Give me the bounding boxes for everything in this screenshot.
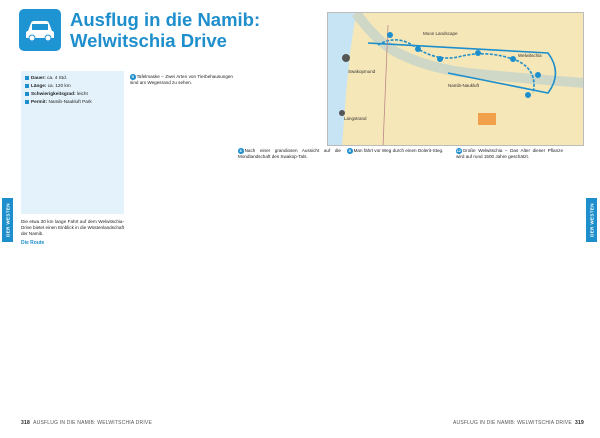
info-box [21,71,124,214]
text-column-4 [347,148,450,157]
intro-paragraph: Die etwa 30 km lange Fahrt auf dem Welwitschia-Drive bietet einen Einblick in die Wüstenlandschaft der Namib. [21,219,124,237]
side-tab-left: DER WESTEN [2,198,13,242]
route-step-number: 5 [131,74,134,79]
route-heading: Die Route [21,240,45,247]
footer-title-left: AUSFLUG IN DIE NAMIB: WELWITSCHIA DRIVE [33,420,152,426]
side-tab-right: DER WESTEN [586,198,597,242]
car-icon [19,9,61,51]
map-label-welwitschia: Welwitschia [518,53,542,58]
col4-paragraph: 8 Man fährt vor Weg durch einen Dolerit-Steg. [348,148,444,153]
route-step-number: 6 [239,148,242,153]
col2-paragraph: 5 Tafelmaske – Zwei Arten von Tierbehausungen sind am Wegesrand zu sehen. [130,74,233,86]
footer-right [453,420,584,426]
info-item-difficulty: Schwierigkeitsgrad: leicht [25,91,120,97]
footer-left [21,420,152,426]
map-label-langstrand: Langstrand [344,116,367,121]
info-item-duration: Dauer: ca. 4 Std. [25,75,120,81]
map-label-swakopmund: Swakopmund [348,69,376,74]
page-title: Ausflug in die Namib: Welwitschia Drive [70,9,261,51]
col5-paragraph: 12 Große Welwitschia – Das Alter dieser Pflanze wird auf rund 1500 Jahre geschätzt. [456,148,563,160]
page-number-right: 319 [575,420,584,426]
page-number-left: 318 [21,420,30,426]
route-map [327,12,584,146]
text-column-1 [21,219,124,247]
info-item-length: Länge: ca. 120 km [25,83,120,89]
text-column-3 [238,148,341,163]
footer-title-right: AUSFLUG IN DIE NAMIB: WELWITSCHIA DRIVE [453,420,572,426]
route-step-number: 12 [456,148,462,153]
text-column-2 [130,74,233,89]
map-label-namib-naukluft: Namib-Naukluft [448,83,480,88]
text-column-5 [456,148,563,163]
col3-paragraph: 6 Nach einer grandiosen Aussicht auf die Mondlandschaft des Swakop-Tals. [238,148,341,160]
route-step-number: 8 [348,148,351,153]
info-item-permit: Permit: Namib-Naukluft Park [25,99,120,105]
map-label-moon-landscape: Moon Landscape [423,31,458,36]
